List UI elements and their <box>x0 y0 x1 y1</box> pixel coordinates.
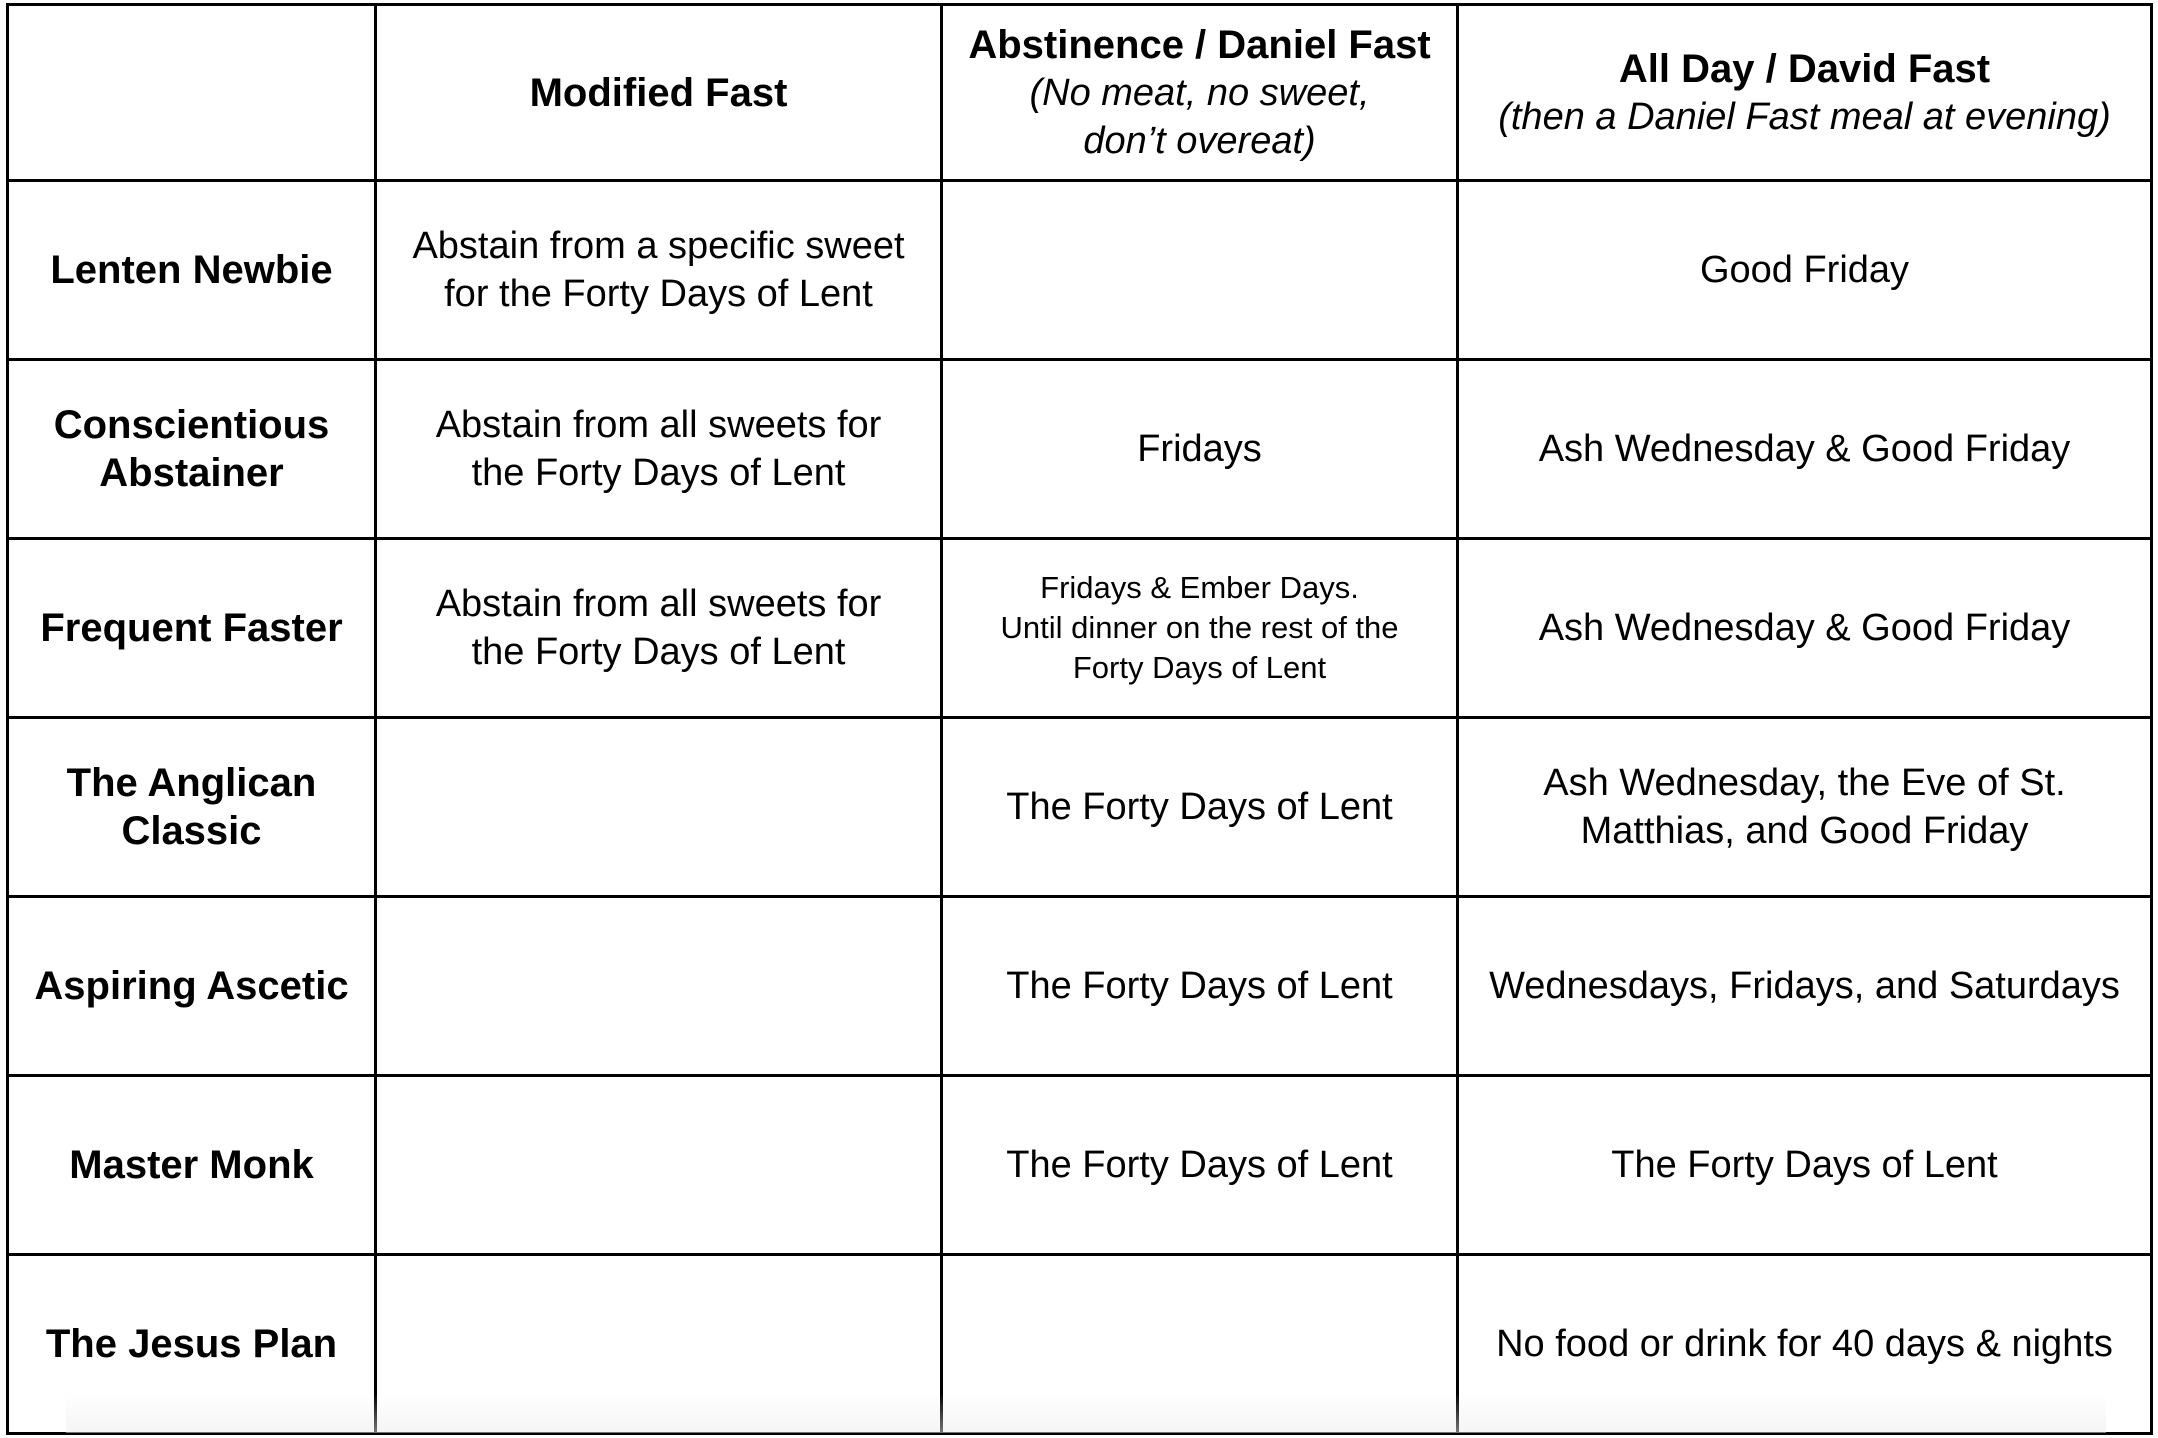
column-header-subtitle: (No meat, no sweet, <box>1029 71 1370 114</box>
cell-text: The Forty Days of Lent <box>1006 965 1393 1007</box>
table-row <box>8 360 2152 539</box>
row-header-the-anglican-classic <box>8 718 376 897</box>
cell-text: Ash Wednesday & Good Friday <box>1538 428 2071 470</box>
cell-text: Abstain from a specific sweet <box>412 225 905 267</box>
table-row <box>8 897 2152 1076</box>
cell-text: Wednesdays, Fridays, and Saturdays <box>1489 965 2120 1007</box>
table-row <box>8 1076 2152 1255</box>
cell-all-day-david-fast <box>1458 181 2152 360</box>
row-label: Lenten Newbie <box>50 248 333 292</box>
column-header-modified-fast <box>376 5 942 181</box>
cell-text: Fridays & Ember Days. <box>1040 570 1359 605</box>
cell-text: Abstain from all sweets for <box>435 404 882 446</box>
cell-abstinence-daniel-fast <box>942 181 1458 360</box>
row-label: Master Monk <box>69 1143 314 1187</box>
cell-all-day-david-fast <box>1458 1255 2152 1434</box>
row-header-the-jesus-plan <box>8 1255 376 1434</box>
cell-modified-fast <box>376 360 942 539</box>
column-header-all-day-david-fast <box>1458 5 2152 181</box>
row-label: The Jesus Plan <box>45 1322 338 1366</box>
cell-all-day-david-fast <box>1458 539 2152 718</box>
cell-text: Ash Wednesday & Good Friday <box>1538 607 2071 649</box>
cell-modified-fast <box>376 539 942 718</box>
cell-modified-fast <box>376 1076 942 1255</box>
row-header-conscientious-abstainer <box>8 360 376 539</box>
cell-all-day-david-fast <box>1458 1076 2152 1255</box>
corner-cell <box>8 5 376 181</box>
table-row <box>8 539 2152 718</box>
row-header-master-monk <box>8 1076 376 1255</box>
table-row <box>8 1255 2152 1434</box>
column-header-title: All Day / David Fast <box>1618 46 1991 91</box>
cell-text: The Forty Days of Lent <box>1006 786 1393 828</box>
header-row <box>8 5 2152 181</box>
cell-abstinence-daniel-fast <box>942 897 1458 1076</box>
column-header-subtitle: don’t overeat) <box>1083 119 1316 162</box>
cell-modified-fast <box>376 1255 942 1434</box>
cell-text: Forty Days of Lent <box>1072 650 1327 685</box>
row-label: Classic <box>121 809 262 853</box>
cell-all-day-david-fast <box>1458 897 2152 1076</box>
cell-abstinence-daniel-fast <box>942 718 1458 897</box>
row-label: Frequent Faster <box>40 606 343 650</box>
cell-modified-fast <box>376 718 942 897</box>
cell-text: Until dinner on the rest of the <box>1000 610 1399 645</box>
cell-all-day-david-fast <box>1458 718 2152 897</box>
cell-modified-fast <box>376 897 942 1076</box>
cell-text: Abstain from all sweets for <box>435 583 882 625</box>
cell-text: No food or drink for 40 days & nights <box>1496 1323 2113 1365</box>
cell-abstinence-daniel-fast <box>942 1255 1458 1434</box>
row-header-aspiring-ascetic <box>8 897 376 1076</box>
cell-text: Fridays <box>1137 428 1262 470</box>
column-header-subtitle: (then a Daniel Fast meal at evening) <box>1498 95 2111 138</box>
cell-text: The Forty Days of Lent <box>1611 1144 1998 1186</box>
column-header-abstinence-daniel-fast <box>942 5 1458 181</box>
fasting-plan-table <box>6 3 2153 1435</box>
row-label: Abstainer <box>99 451 284 495</box>
row-label: Aspiring Ascetic <box>34 964 349 1008</box>
cell-text: the Forty Days of Lent <box>471 631 846 673</box>
cell-text: Matthias, and Good Friday <box>1580 810 2029 852</box>
cell-all-day-david-fast <box>1458 360 2152 539</box>
table-row <box>8 181 2152 360</box>
fasting-plan-table-wrapper <box>6 3 2150 1433</box>
row-header-frequent-faster <box>8 539 376 718</box>
cell-abstinence-daniel-fast <box>942 539 1458 718</box>
table-row <box>8 718 2152 897</box>
cell-abstinence-daniel-fast <box>942 1076 1458 1255</box>
cell-text: Good Friday <box>1699 249 1910 291</box>
cell-text: the Forty Days of Lent <box>471 452 846 494</box>
cell-text: The Forty Days of Lent <box>1006 1144 1393 1186</box>
row-label: Conscientious <box>53 403 330 447</box>
cell-modified-fast <box>376 181 942 360</box>
row-header-lenten-newbie <box>8 181 376 360</box>
cell-text: for the Forty Days of Lent <box>444 273 873 315</box>
column-header-title: Modified Fast <box>529 70 788 115</box>
cell-abstinence-daniel-fast <box>942 360 1458 539</box>
row-label: The Anglican <box>66 761 317 805</box>
cell-text: Ash Wednesday, the Eve of St. <box>1543 762 2066 804</box>
column-header-title: Abstinence / Daniel Fast <box>968 22 1431 67</box>
